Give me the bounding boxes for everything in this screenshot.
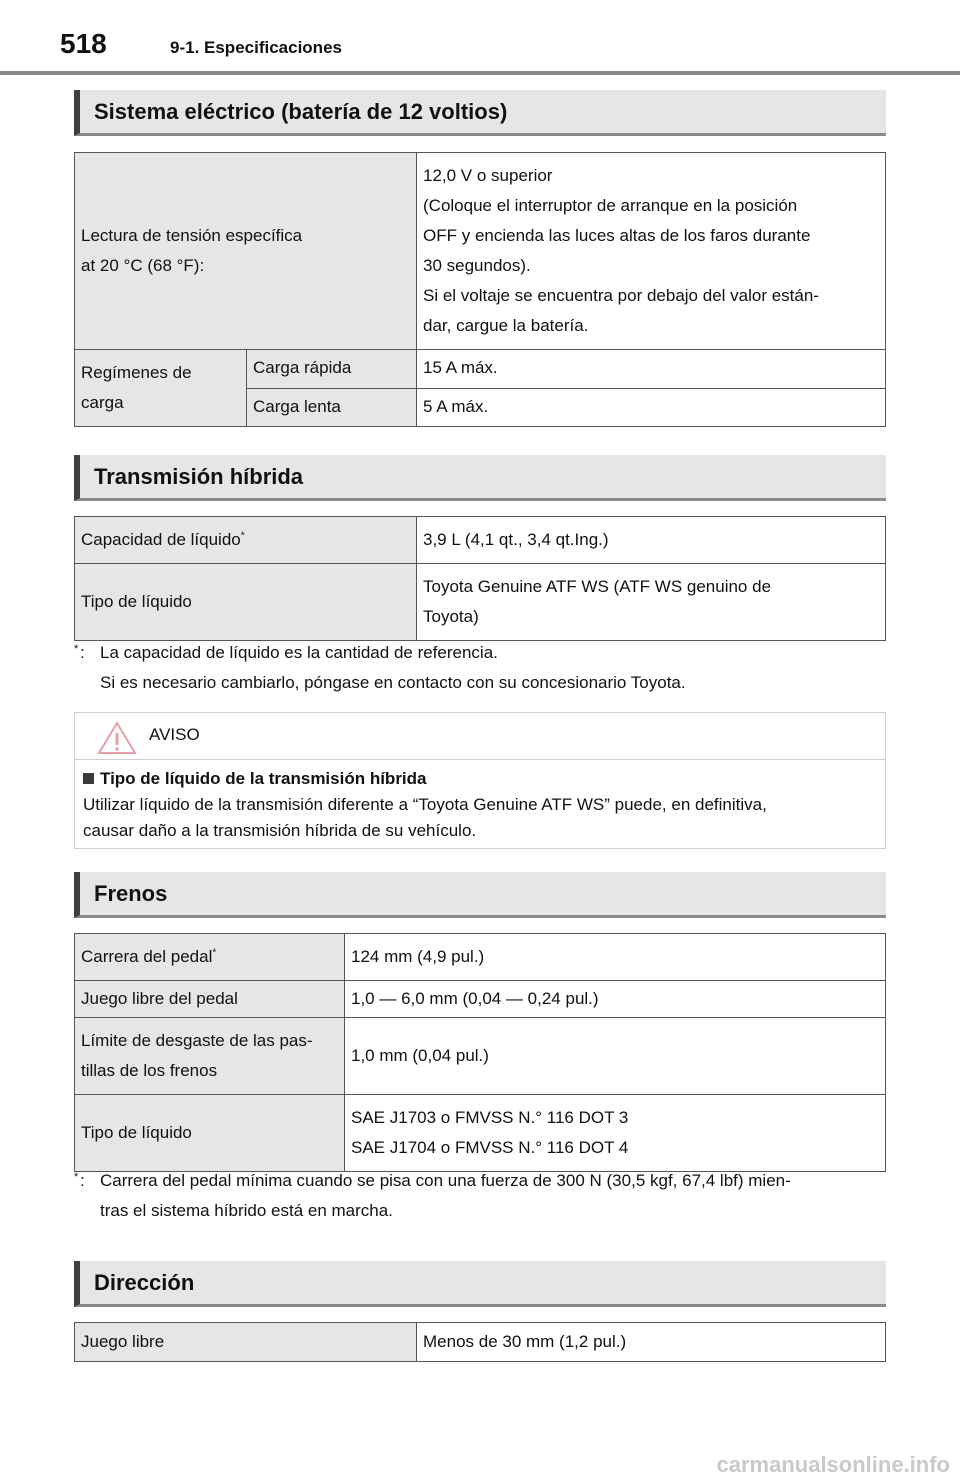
cell-text: dar, cargue la batería. (423, 316, 589, 335)
pedal-label-cell (75, 934, 345, 981)
chapter-title: 9-1. Especificaciones (170, 38, 342, 57)
cell-text: Toyota Genuine ATF WS (ATF WS genuino de (423, 577, 772, 596)
footnote-colon: : (80, 643, 85, 662)
table-row (75, 564, 886, 641)
section-header-electrical (74, 90, 886, 136)
footnote-marker: * (74, 643, 79, 655)
square-bullet-icon (83, 773, 94, 784)
section-title: Dirección (94, 1270, 195, 1295)
cell-text: carga (81, 393, 124, 412)
cell-text: Límite de desgaste de las pas- (81, 1031, 313, 1050)
cell-text: at 20 °C (68 °F): (81, 256, 205, 275)
electrical-table (74, 152, 886, 427)
cell-text: tillas de los frenos (81, 1061, 218, 1080)
cell-text: Lectura de tensión específica (81, 226, 303, 245)
warning-body (75, 760, 885, 850)
warning-subtitle-text: Tipo de líquido de la transmisión híbrida (100, 769, 427, 788)
section-header-transmission (74, 455, 886, 501)
brake-fluid-value-cell (345, 1095, 886, 1172)
table-row (75, 934, 886, 981)
section-title: Sistema eléctrico (batería de 12 voltios) (94, 99, 508, 124)
watermark: carmanualsonline.info (716, 1452, 950, 1477)
footnote-brakes (74, 1166, 791, 1226)
footnote-colon: : (80, 1171, 85, 1190)
warning-triangle-icon (97, 721, 137, 755)
cell-text: 30 segundos). (423, 256, 531, 275)
footnote-text: Si es necesario cambiarlo, póngase en contacto con su concesionario Toyota. (100, 673, 686, 692)
table-row (75, 1323, 886, 1362)
warning-text: Utilizar líquido de la transmisión diferente a “Toyota Genuine ATF WS” puede, en definitiva, (83, 795, 767, 814)
section-header-brakes (74, 872, 886, 918)
fluid-label-cell: Tipo de líquido (75, 564, 417, 641)
cell-text: Capacidad de líquido (81, 530, 241, 549)
header-divider (0, 71, 960, 75)
section-title: Frenos (94, 881, 168, 906)
cell-text: Si el voltaje se encuentra por debajo del valor están- (423, 286, 819, 305)
wear-label-cell (75, 1018, 345, 1095)
cell-text: SAE J1703 o FMVSS N.° 116 DOT 3 (351, 1108, 629, 1127)
footnote-text: La capacidad de líquido es la cantidad de referencia. (100, 643, 498, 662)
footnote-marker: * (212, 947, 217, 959)
table-row (75, 517, 886, 564)
page-number: 518 (60, 28, 107, 59)
cell-text: 12,0 V o superior (423, 166, 553, 185)
warning-subtitle (83, 766, 877, 792)
footnote-transmission (74, 638, 686, 698)
section-header-steering (74, 1261, 886, 1307)
fast-charge-label: Carga rápida (247, 350, 417, 389)
capacity-label-cell (75, 517, 417, 564)
play-label-cell: Juego libre del pedal (75, 981, 345, 1018)
cell-text: Regímenes de (81, 363, 192, 382)
transmission-table (74, 516, 886, 641)
section-title: Transmisión híbrida (94, 464, 304, 489)
fluid-value-cell (417, 564, 886, 641)
cell-text: Carrera del pedal (81, 947, 213, 966)
wear-value-cell: 1,0 mm (0,04 pul.) (345, 1018, 886, 1095)
slow-charge-value: 5 A máx. (417, 388, 886, 427)
cell-text: SAE J1704 o FMVSS N.° 116 DOT 4 (351, 1138, 629, 1157)
footnote-marker: * (240, 530, 245, 542)
voltage-value-cell (417, 153, 886, 350)
warning-box (74, 712, 886, 849)
steering-play-value: Menos de 30 mm (1,2 pul.) (417, 1323, 886, 1362)
slow-charge-label: Carga lenta (247, 388, 417, 427)
brake-fluid-label-cell: Tipo de líquido (75, 1095, 345, 1172)
brakes-table (74, 933, 886, 1172)
fast-charge-value: 15 A máx. (417, 350, 886, 389)
voltage-label-cell (75, 153, 417, 350)
table-row (75, 1018, 886, 1095)
steering-table (74, 1322, 886, 1362)
play-value-cell: 1,0 — 6,0 mm (0,04 — 0,24 pul.) (345, 981, 886, 1018)
table-row (75, 1095, 886, 1172)
warning-title: AVISO (149, 725, 200, 744)
table-row (75, 350, 886, 389)
warning-text: causar daño a la transmisión híbrida de su vehículo. (83, 821, 477, 840)
warning-header (75, 713, 885, 760)
steering-play-label: Juego libre (75, 1323, 417, 1362)
footnote-marker: * (74, 1171, 79, 1183)
cell-text: OFF y encienda las luces altas de los faros durante (423, 226, 811, 245)
table-row (75, 153, 886, 350)
capacity-value-cell: 3,9 L (4,1 qt., 3,4 qt.Ing.) (417, 517, 886, 564)
pedal-value-cell: 124 mm (4,9 pul.) (345, 934, 886, 981)
cell-text: (Coloque el interruptor de arranque en la posición (423, 196, 798, 215)
page-header (0, 0, 960, 76)
table-row (75, 981, 886, 1018)
footnote-text: tras el sistema híbrido está en marcha. (100, 1201, 393, 1220)
cell-text: Toyota) (423, 607, 479, 626)
footnote-text: Carrera del pedal mínima cuando se pisa con una fuerza de 300 N (30,5 kgf, 67,4 lbf) mien- (100, 1171, 791, 1190)
charge-label-cell (75, 350, 247, 427)
